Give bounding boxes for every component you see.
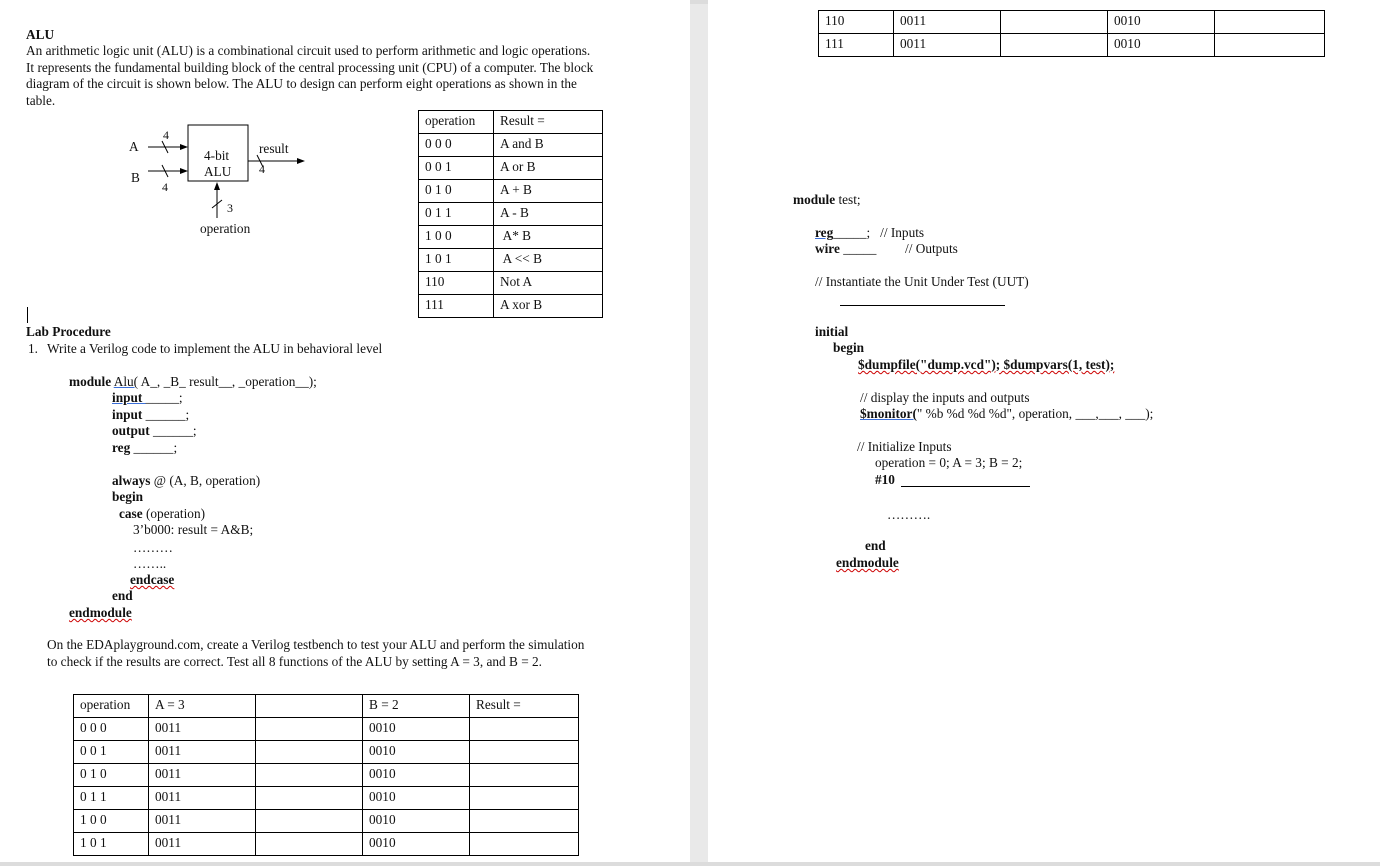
intro-line-3: diagram of the circuit is shown below. The ALU to design can perform eight operations as shown in the	[26, 76, 577, 91]
code-text: test;	[835, 192, 861, 207]
code-keyword: input	[112, 407, 146, 422]
table-cell: 0011	[149, 833, 256, 856]
table-cell: 0010	[363, 764, 470, 787]
table-cell	[470, 787, 579, 810]
input-a-arrowhead	[180, 144, 188, 150]
table-row	[419, 203, 603, 226]
step-text: Write a Verilog code to implement the ALU in behavioral level	[47, 341, 383, 356]
table-header-cell	[256, 695, 363, 718]
table-row	[74, 787, 579, 810]
table-cell	[1001, 11, 1108, 34]
code-dots-2: ……..	[133, 556, 167, 571]
tb-display-comment: // display the inputs and outputs	[860, 390, 1030, 405]
table-cell: 0010	[1108, 34, 1215, 57]
diagram-output-label: result	[259, 141, 289, 156]
table-cell: 0 0 0	[74, 718, 149, 741]
bottom-border	[0, 862, 1380, 866]
table-cell: 1 0 0	[419, 226, 494, 249]
table-cell: 0 1 1	[419, 203, 494, 226]
output-arrowhead	[297, 158, 305, 164]
code-case-item: 3’b000: result = A&B;	[133, 522, 254, 537]
table-cell: 0011	[149, 741, 256, 764]
tb-endmodule: endmodule	[836, 555, 899, 570]
code-keyword: input	[112, 390, 146, 405]
operation-arrowhead	[214, 182, 220, 190]
table-row	[819, 34, 1325, 57]
table-cell	[470, 764, 579, 787]
diagram-block-line2: ALU	[204, 164, 232, 179]
table-row	[419, 226, 603, 249]
code-text: @ (A, B, operation)	[150, 473, 261, 488]
code-text: " %b %d %d %d", operation, ___,___, ___);	[916, 406, 1154, 421]
input-b-arrowhead	[180, 168, 188, 174]
operation-table	[418, 110, 603, 318]
table-cell: A + B	[494, 180, 603, 203]
code-input-line-2	[112, 407, 189, 424]
table-cell: 0011	[149, 718, 256, 741]
diagram-width-b: 4	[162, 180, 168, 194]
table-cell	[470, 833, 579, 856]
tb-reg-line	[815, 225, 924, 242]
table-cell: 0011	[149, 810, 256, 833]
table-row	[419, 180, 603, 203]
code-input-line-1	[112, 390, 183, 407]
code-text: $dumpfile("dump.vcd"); $dumpvars(1, test);	[858, 357, 1115, 372]
diagram-op-label: operation	[200, 221, 251, 236]
code-keyword: $monitor(	[860, 406, 917, 421]
table-row	[74, 764, 579, 787]
table-cell: 0 0 0	[419, 134, 494, 157]
table-cell	[470, 718, 579, 741]
code-blank: _____;	[833, 225, 871, 240]
table-cell	[1001, 34, 1108, 57]
code-keyword: always	[112, 473, 151, 488]
table-cell	[1215, 11, 1325, 34]
tb-initial: initial	[815, 324, 849, 339]
table-cell	[256, 787, 363, 810]
table-cell: 0011	[894, 34, 1001, 57]
table-cell: 0010	[1108, 11, 1215, 34]
code-text: (operation)	[142, 506, 206, 521]
tb-delay-blank	[901, 486, 1030, 487]
table-row	[419, 249, 603, 272]
table-cell: 110	[819, 11, 894, 34]
text-cursor	[27, 307, 28, 323]
table-cell: 1 0 1	[74, 833, 149, 856]
code-blank: ______;	[153, 423, 197, 438]
table-row	[74, 810, 579, 833]
table-cell: 0 1 1	[74, 787, 149, 810]
code-dots-1: ………	[133, 540, 173, 555]
table-cell: 0 0 1	[419, 157, 494, 180]
table-cell	[256, 764, 363, 787]
table-cell: 0010	[363, 810, 470, 833]
diagram-block-line1: 4-bit	[204, 148, 230, 163]
diagram-input-a: A	[129, 139, 139, 154]
table-cell	[470, 741, 579, 764]
document-page-right	[708, 0, 1380, 862]
table-header-cell: Result =	[470, 695, 579, 718]
intro-line-4: table.	[26, 93, 56, 108]
table-cell	[470, 810, 579, 833]
code-keyword: module	[69, 374, 112, 389]
table-cell: 111	[819, 34, 894, 57]
test-results-table-continued	[818, 10, 1325, 57]
code-text: A_, _B_ result__, _operation__);	[138, 374, 317, 389]
code-case-line	[119, 506, 205, 523]
table-row	[819, 11, 1325, 34]
table-cell: Not A	[494, 272, 603, 295]
sim-line-2: to check if the results are correct. Test all 8 functions of the ALU by setting A = 3, and B = 2.	[47, 654, 542, 669]
table-cell	[1215, 34, 1325, 57]
table-cell: 0 1 0	[419, 180, 494, 203]
code-keyword: module	[793, 192, 836, 207]
tb-wire-comment: // Outputs	[905, 241, 958, 256]
table-row	[74, 741, 579, 764]
tb-monitor-line	[860, 406, 1153, 423]
table-cell: A or B	[494, 157, 603, 180]
table-cell: 1 0 0	[74, 810, 149, 833]
document-page-left	[0, 0, 690, 862]
table-cell	[256, 718, 363, 741]
code-always-line	[112, 473, 260, 490]
table-row	[419, 111, 603, 134]
diagram-output-width: 4	[259, 162, 265, 176]
code-end: end	[112, 588, 133, 603]
table-cell: 0010	[363, 718, 470, 741]
table-header-cell: A = 3	[149, 695, 256, 718]
test-results-table	[73, 694, 579, 856]
tb-end: end	[865, 538, 886, 553]
tb-init-comment: // Initialize Inputs	[857, 439, 952, 454]
table-cell	[256, 833, 363, 856]
table-cell: 0 0 1	[74, 741, 149, 764]
tb-module-line	[793, 192, 861, 209]
code-endcase: endcase	[130, 572, 175, 587]
code-keyword: reg	[815, 225, 834, 240]
table-cell: 0010	[363, 833, 470, 856]
table-row	[74, 718, 579, 741]
table-cell: A << B	[494, 249, 603, 272]
step-number: 1.	[28, 341, 38, 356]
intro-line-2: It represents the fundamental building block of the central processing unit (CPU) of a computer. The block	[26, 60, 594, 75]
table-cell: 0011	[894, 11, 1001, 34]
table-header-cell: operation	[74, 695, 149, 718]
table-cell: A* B	[494, 226, 603, 249]
table-row	[74, 695, 579, 718]
code-blank: _____	[839, 241, 877, 256]
table-cell: 1 0 1	[419, 249, 494, 272]
code-blank: ______;	[145, 407, 190, 422]
table-header-cell: Result =	[494, 111, 603, 134]
diagram-input-b: B	[131, 170, 140, 185]
table-cell: 0010	[363, 787, 470, 810]
table-cell: 110	[419, 272, 494, 295]
code-keyword: output	[112, 423, 154, 438]
table-cell: 0011	[149, 787, 256, 810]
table-cell	[256, 741, 363, 764]
table-row	[419, 134, 603, 157]
diagram-width-a: 4	[163, 128, 169, 142]
sim-line-1: On the EDAplayground.com, create a Verilog testbench to test your ALU and perform the simulation	[47, 637, 585, 652]
code-endmodule: endmodule	[69, 605, 132, 620]
table-header-cell: B = 2	[363, 695, 470, 718]
table-cell	[256, 810, 363, 833]
code-keyword: wire	[815, 241, 840, 256]
code-output-line	[112, 423, 197, 440]
table-cell: 0011	[149, 764, 256, 787]
code-keyword: reg	[112, 440, 134, 455]
tb-wire-line	[815, 241, 876, 258]
tb-instantiate-comment: // Instantiate the Unit Under Test (UUT)	[815, 274, 1029, 289]
diagram-op-width: 3	[227, 201, 233, 215]
table-row	[74, 833, 579, 856]
lab-procedure-heading: Lab Procedure	[26, 324, 111, 339]
code-blank: _____;	[145, 390, 183, 405]
code-blank: ______;	[133, 440, 178, 455]
table-cell: 0010	[363, 741, 470, 764]
table-header-cell: operation	[419, 111, 494, 134]
tb-dots: ……….	[887, 507, 931, 522]
table-row	[419, 295, 603, 318]
table-cell: 0 1 0	[74, 764, 149, 787]
section-title: ALU	[26, 27, 55, 42]
tb-instantiate-blank	[840, 305, 1005, 306]
tb-dump-line	[858, 357, 1114, 374]
tb-init-line: operation = 0; A = 3; B = 2;	[875, 455, 1023, 470]
table-cell: 111	[419, 295, 494, 318]
code-reg-line	[112, 440, 177, 457]
tb-delay: #10	[875, 472, 895, 487]
code-begin: begin	[112, 489, 144, 504]
table-cell: A and B	[494, 134, 603, 157]
table-row	[419, 272, 603, 295]
code-module-line	[69, 374, 317, 391]
code-module-name: Alu(	[113, 374, 139, 389]
intro-line-1: An arithmetic logic unit (ALU) is a combinational circuit used to perform arithmetic and logic operations.	[26, 43, 591, 58]
table-row	[419, 157, 603, 180]
code-keyword: case	[119, 506, 143, 521]
code-comment: // Inputs	[870, 225, 925, 240]
tb-begin: begin	[833, 340, 865, 355]
table-cell: A - B	[494, 203, 603, 226]
table-cell: A xor B	[494, 295, 603, 318]
